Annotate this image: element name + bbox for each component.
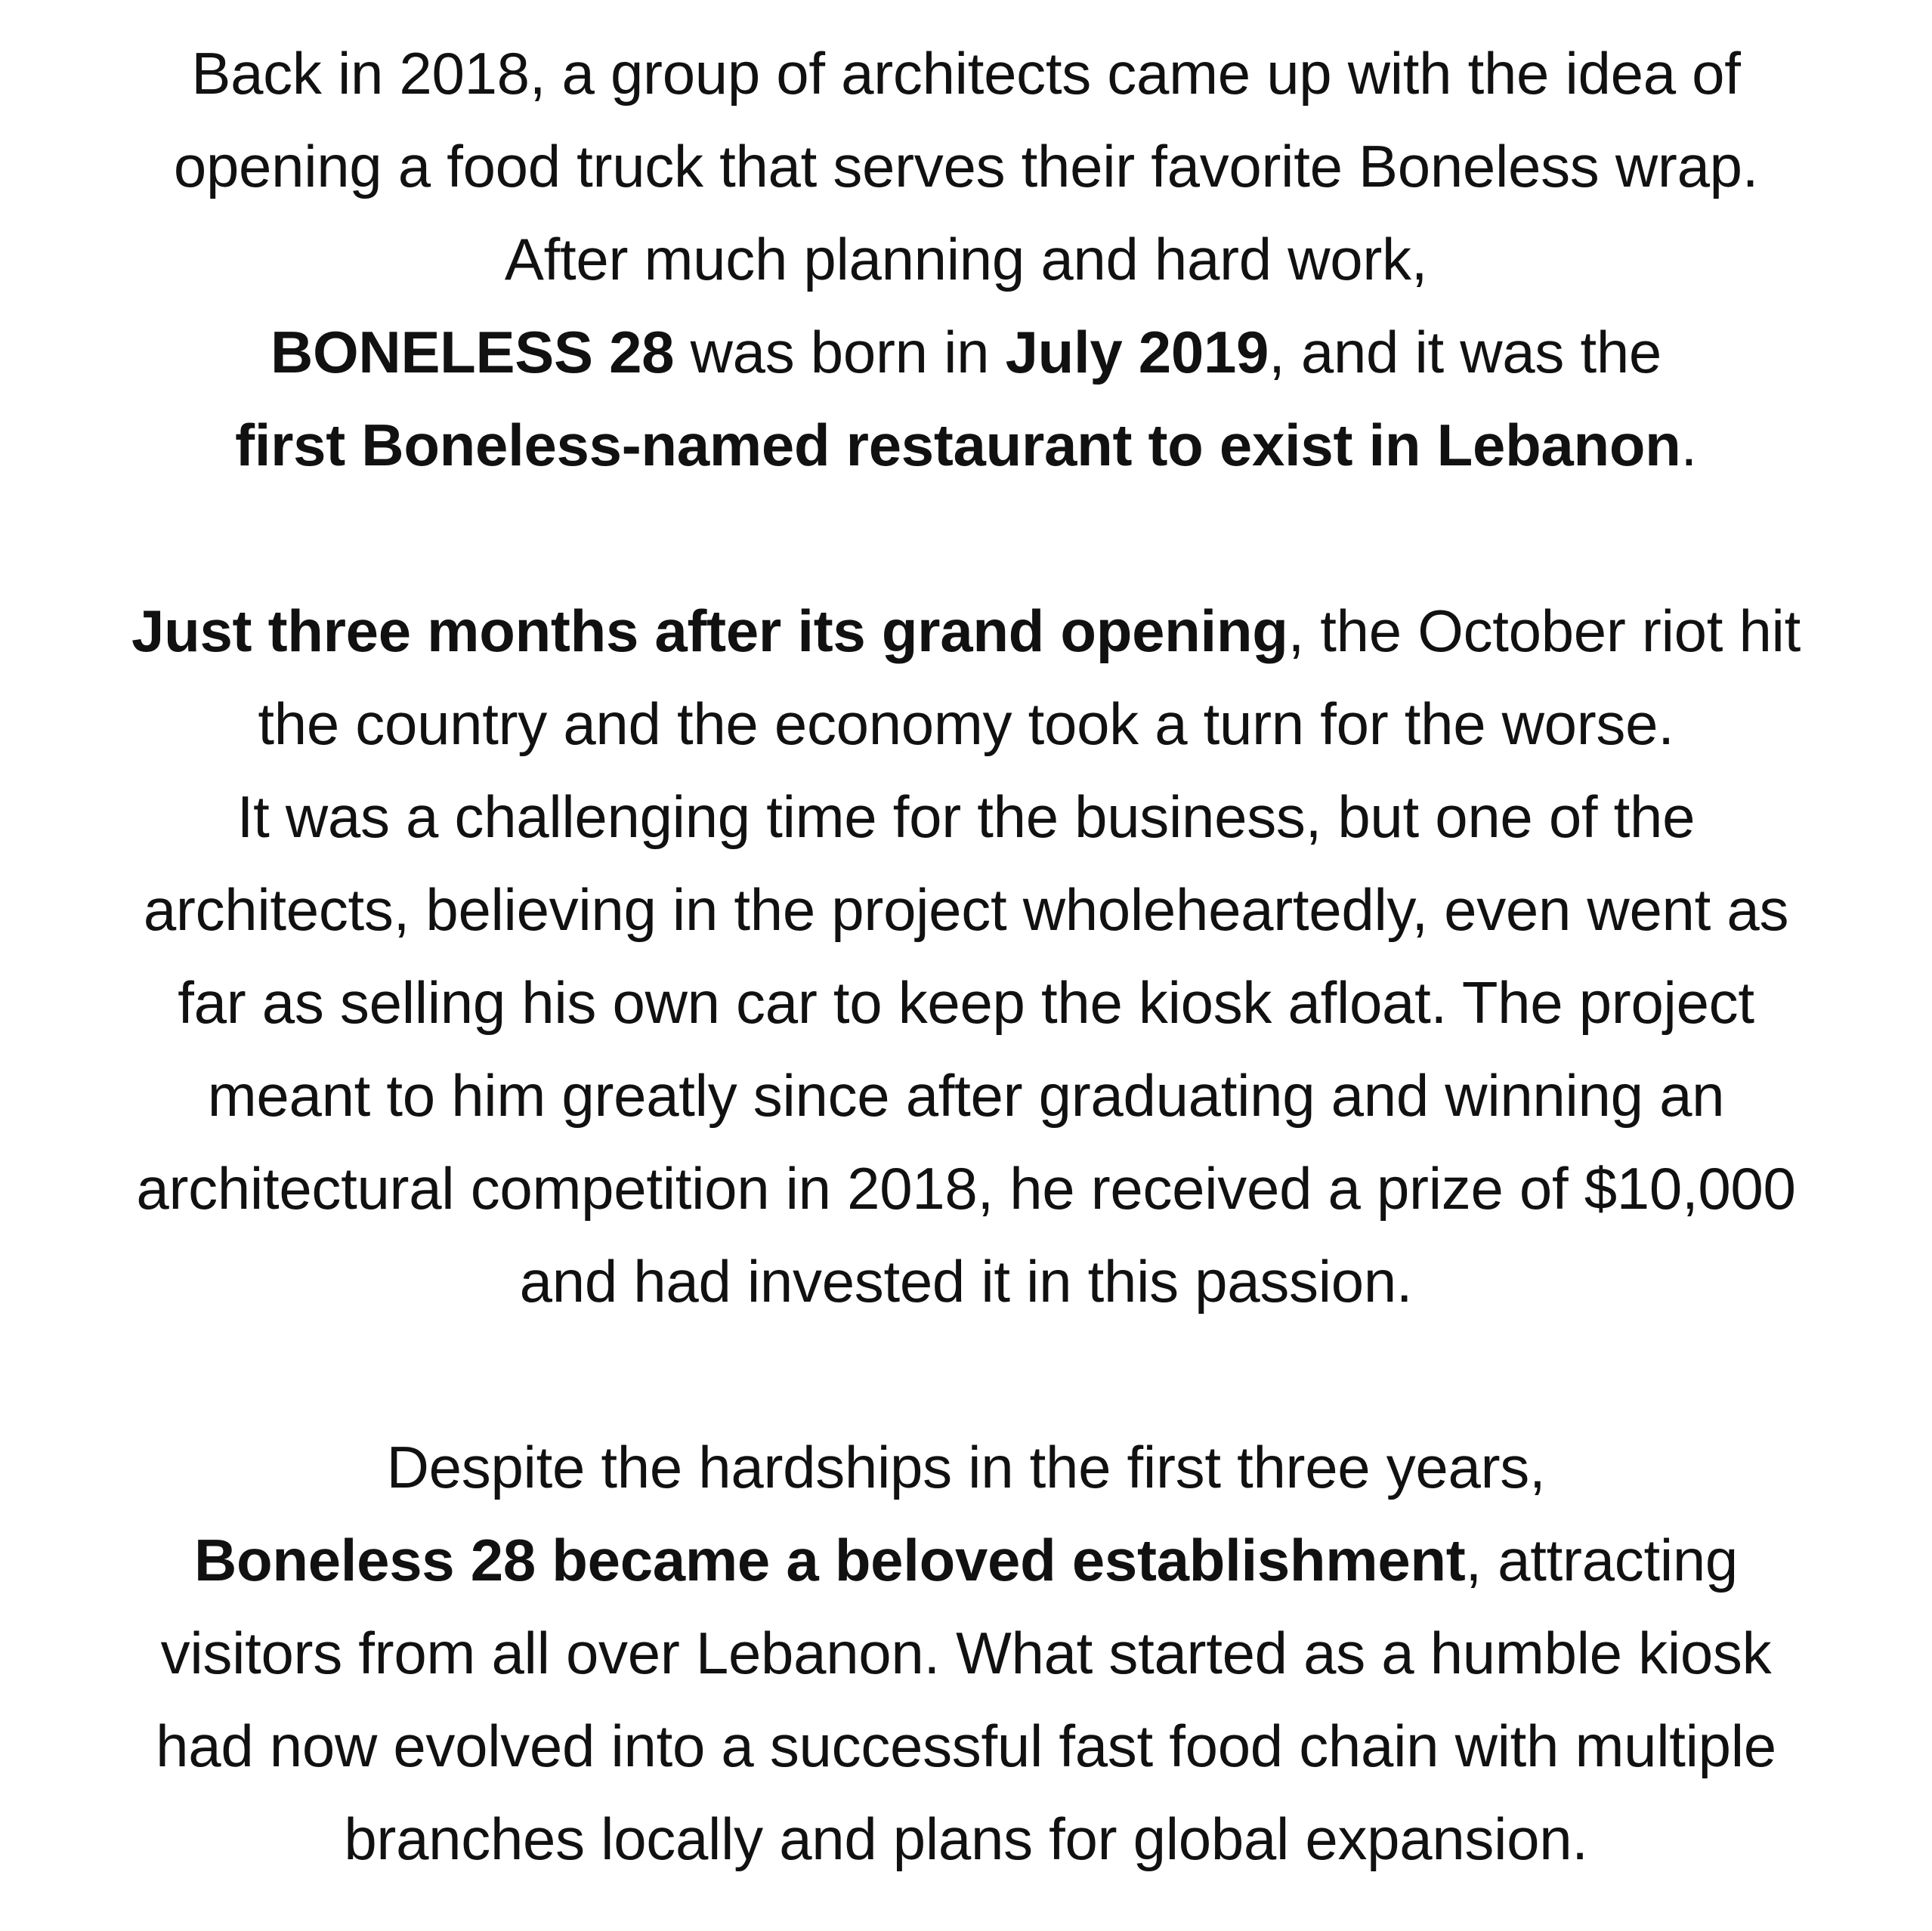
paragraph-hardship	[0, 585, 1932, 1328]
text-fragment: , the October riot hit	[1287, 598, 1801, 664]
bold-date: July 2019	[1005, 319, 1269, 385]
text-line: branches locally and plans for global expansion.	[344, 1806, 1588, 1872]
text-line: and had invested it in this passion.	[519, 1248, 1413, 1315]
paragraph-origin	[0, 27, 1932, 492]
bold-highlight: first Boneless-named restaurant to exist in Lebanon	[235, 412, 1681, 478]
text-line: far as selling his own car to keep the kiosk afloat. The project	[178, 969, 1754, 1036]
text-fragment: , attracting	[1465, 1527, 1739, 1593]
text-fragment: was born in	[674, 319, 1006, 385]
text-line: Back in 2018, a group of architects came up with the idea of	[191, 40, 1741, 107]
text-fragment: .	[1680, 412, 1697, 478]
text-line: architects, believing in the project wholeheartedly, even went as	[143, 876, 1789, 943]
text-fragment: , and it was the	[1269, 319, 1662, 385]
text-line	[0, 1514, 1932, 1607]
text-line: had now evolved into a successful fast food chain with multiple	[156, 1713, 1776, 1779]
paragraph-spacer	[0, 492, 1932, 585]
text-line: After much planning and hard work,	[504, 226, 1428, 292]
paragraph-success	[0, 1421, 1932, 1886]
bold-highlight: Boneless 28 became a beloved establishment	[193, 1527, 1466, 1593]
text-line	[0, 399, 1932, 492]
paragraph-spacer	[0, 1328, 1932, 1421]
text-line: visitors from all over Lebanon. What started as a humble kiosk	[160, 1620, 1772, 1686]
text-line	[0, 306, 1932, 399]
text-line: opening a food truck that serves their favorite Boneless wrap.	[173, 133, 1759, 199]
text-line	[0, 585, 1932, 678]
text-line: architectural competition in 2018, he received a prize of $10,000	[136, 1155, 1796, 1222]
text-line: It was a challenging time for the business, but one of the	[236, 783, 1696, 850]
text-line: the country and the economy took a turn for the worse.	[258, 691, 1674, 757]
bold-brand-name: BONELESS 28	[270, 319, 675, 385]
bold-highlight: Just three months after its grand opening	[131, 598, 1288, 664]
text-line: meant to him greatly since after graduating and winning an	[207, 1062, 1725, 1129]
text-line: Despite the hardships in the first three years,	[386, 1434, 1546, 1500]
